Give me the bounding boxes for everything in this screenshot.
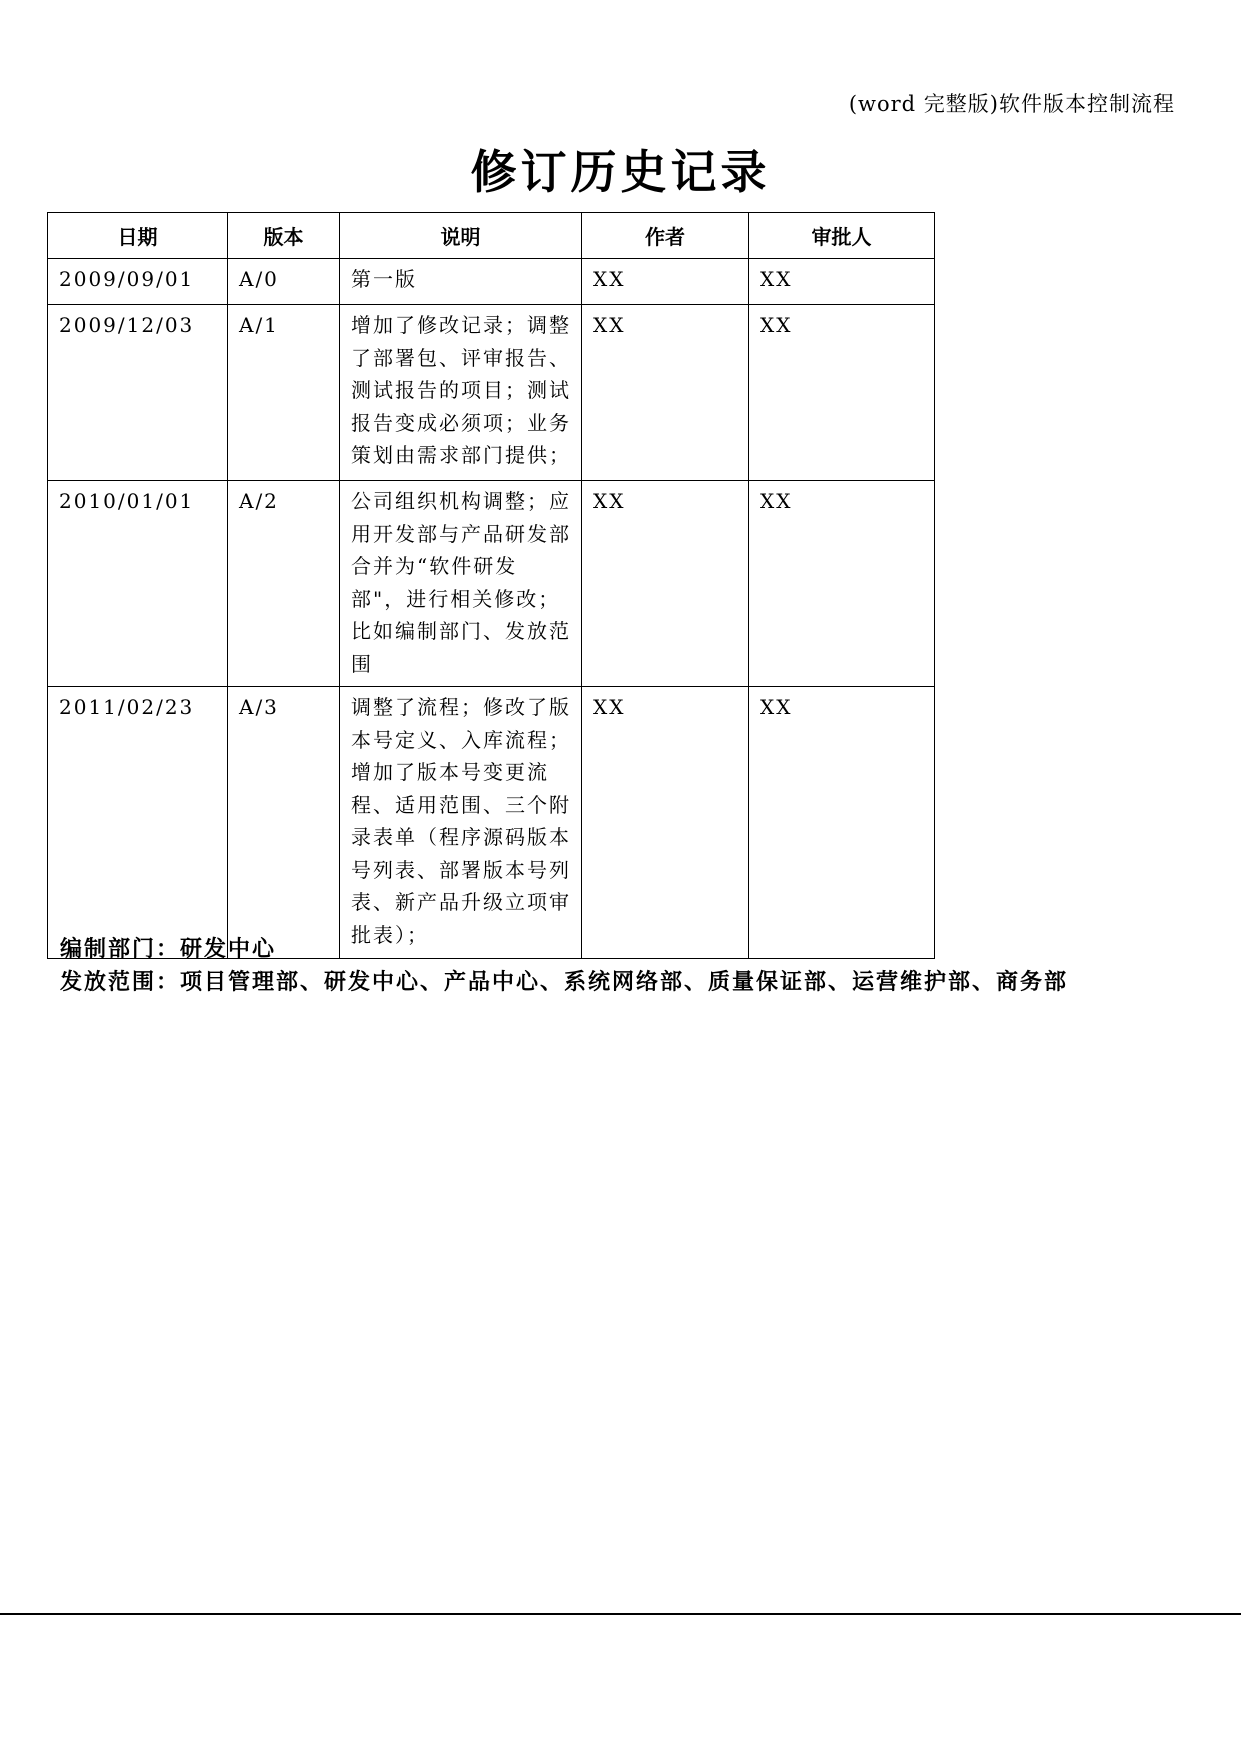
cell-version: A/1 — [228, 305, 340, 481]
document-header: (word 完整版)软件版本控制流程 — [848, 92, 1175, 116]
cell-author: XX — [582, 305, 749, 481]
compiling-department — [60, 932, 276, 963]
cell-author: XX — [582, 481, 749, 687]
cell-description: 调整了流程；修改了版本号定义、入库流程；增加了版本号变更流程、适用范围、三个附录表单（程序源码版本号列表、部署版本号列表、新产品升级立项审批表）； — [340, 687, 582, 959]
cell-author: XX — [582, 687, 749, 959]
cell-approver: XX — [749, 259, 935, 305]
cell-approver: XX — [749, 687, 935, 959]
cell-description: 增加了修改记录；调整了部署包、评审报告、测试报告的项目；测试报告变成必须项；业务策划由需求部门提供； — [340, 305, 582, 481]
table-row — [48, 305, 935, 481]
cell-version: A/3 — [228, 687, 340, 959]
table-row — [48, 481, 935, 687]
revision-history-table — [47, 212, 935, 959]
table-row — [48, 259, 935, 305]
cell-version: A/2 — [228, 481, 340, 687]
cell-description: 第一版 — [340, 259, 582, 305]
cell-date: 2010/01/01 — [48, 481, 228, 687]
column-header-version: 版本 — [228, 213, 340, 259]
column-header-author: 作者 — [582, 213, 749, 259]
cell-approver: XX — [749, 481, 935, 687]
cell-date: 2009/12/03 — [48, 305, 228, 481]
distribution-scope-label: 发放范围： — [60, 969, 181, 995]
cell-version: A/0 — [228, 259, 340, 305]
cell-approver: XX — [749, 305, 935, 481]
table-row — [48, 687, 935, 959]
page-title: 修订历史记录 — [470, 145, 771, 199]
cell-date: 2011/02/23 — [48, 687, 228, 959]
column-header-approver: 审批人 — [749, 213, 935, 259]
distribution-scope — [60, 965, 1068, 996]
distribution-scope-value: 项目管理部、研发中心、产品中心、系统网络部、质量保证部、运营维护部、商务部 — [180, 969, 1069, 995]
cell-author: XX — [582, 259, 749, 305]
compiling-department-value: 研发中心 — [180, 936, 277, 962]
column-header-description: 说明 — [340, 213, 582, 259]
page-bottom-rule — [0, 1613, 1241, 1615]
cell-description: 公司组织机构调整；应用开发部与产品研发部合并为“软件研发部"，进行相关修改；比如编制部门、发放范围 — [340, 481, 582, 687]
compiling-department-label: 编制部门： — [60, 936, 181, 962]
column-header-date: 日期 — [48, 213, 228, 259]
cell-date: 2009/09/01 — [48, 259, 228, 305]
table-header-row — [48, 213, 935, 259]
